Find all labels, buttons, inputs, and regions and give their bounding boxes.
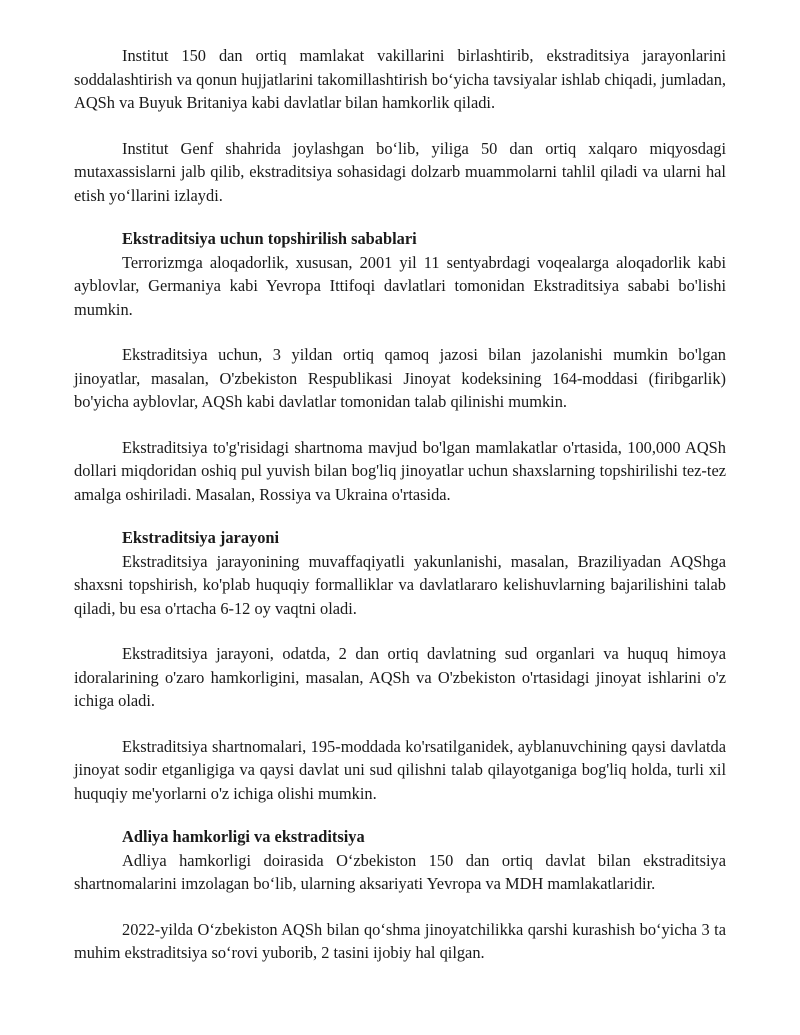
- heading-judicial-cooperation: Adliya hamkorligi va ekstraditsiya: [122, 827, 365, 846]
- document-page: [74, 44, 726, 965]
- paragraph-prison-term: Ekstraditsiya uchun, 3 yildan ortiq qamoq jazosi bilan jazolanishi mumkin bo'lgan jinoyatlar, masalan, O'zbekiston Respublikasi Jinoyat kodeksining 164-moddasi (firibgarlik) bo'yicha ayblovlar, AQSh kabi davlatlar tomonidan talab qilinishi mumkin.: [74, 345, 726, 411]
- paragraph-money-laundering: Ekstraditsiya to'g'risidagi shartnoma mavjud bo'lgan mamlakatlar o'rtasida, 100,000 AQSh dollari miqdoridan oshiq pul yuvish bilan bog'liq jinoyatlar uchun shaxslarning topshirilishi tez-tez amalga oshiriladi. Masalan, Rossiya va Ukraina o'rtasida.: [74, 437, 726, 504]
- heading-extradition-grounds: Ekstraditsiya uchun topshirilish sabablari: [122, 229, 417, 248]
- paragraph-treaty-norms: Ekstraditsiya shartnomalari, 195-moddada ko'rsatilganidek, ayblanuvchining qaysi davlatda jinoyat sodir etganligiga va qaysi davlat uni sud qilishni talab qilayotganiga bog'liq holda, turli xil huquqiy me'yorlarni o'z ichiga olishi mumkin.: [74, 736, 726, 803]
- heading-extradition-process: Ekstraditsiya jarayoni: [122, 528, 280, 547]
- paragraph-process-duration: Ekstraditsiya jarayonining muvaffaqiyatli yakunlanishi, masalan, Braziliyadan AQShga shaxsni topshirish, ko'plab huquqiy formalliklar va davlatlararo kelishuvlarning bajarilishini talab qiladi, bu esa o'rtacha 6-12 oy vaqtni oladi.: [74, 551, 726, 618]
- paragraph-institute-members: Institut 150 dan ortiq mamlakat vakillarini birlashtirib, ekstraditsiya jarayonlarini soddalashtirish va qonun hujjatlarini takomillashtirish bo‘yicha tavsiyalar ishlab chiqadi, jumladan, AQSh va Buyuk Britaniya kabi davlatlar bilan hamkorlik qiladi.: [74, 46, 726, 112]
- paragraph-interstate-cooperation: Ekstraditsiya jarayoni, odatda, 2 dan ortiq davlatning sud organlari va huquq himoya idoralarining o'zaro hamkorligini, masalan, AQSh va O'zbekiston o'rtasidagi jinoyat ishlarini o'z ichiga oladi.: [74, 644, 726, 710]
- paragraph-terrorism: Terrorizmga aloqadorlik, xususan, 2001 yil 11 sentyabrdagi voqealarga aloqadorlik kabi ayblovlar, Germaniya kabi Yevropa Ittifoqi davlatlari tomonidan Ekstraditsiya sababi bo'lishi mumkin.: [74, 252, 726, 319]
- paragraph-2022-requests: 2022-yilda O‘zbekiston AQSh bilan qo‘shma jinoyatchilikka qarshi kurashish bo‘yicha 3 ta muhim ekstraditsiya so‘rovi yuborib, 2 tasini ijobiy hal qilgan.: [74, 919, 726, 962]
- paragraph-institute-geneva: Institut Genf shahrida joylashgan bo‘lib, yiliga 50 dan ortiq xalqaro miqyosdagi mutaxassislarni jalb qilib, ekstraditsiya sohasidagi dolzarb muammolarni tahlil qiladi va ularni hal etish yo‘llarini izlaydi.: [74, 138, 726, 205]
- paragraph-signed-treaties: Adliya hamkorligi doirasida O‘zbekiston 150 dan ortiq davlat bilan ekstraditsiya shartnomalarini imzolagan bo‘lib, ularning aksariyati Yevropa va MDH mamlakatlaridir.: [74, 850, 726, 893]
